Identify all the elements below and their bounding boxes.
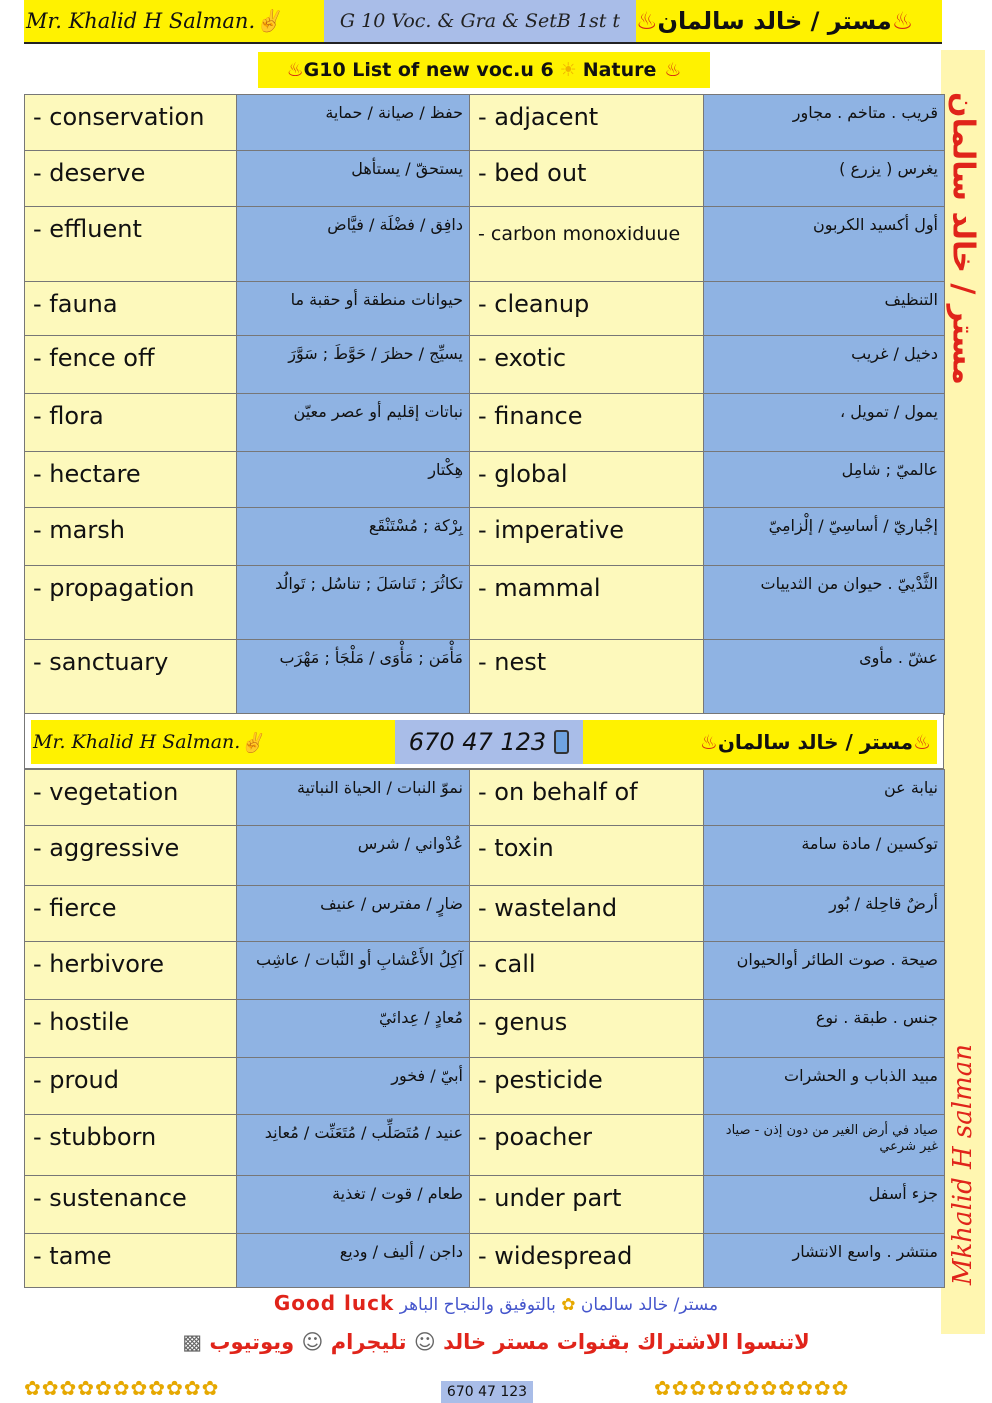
footer-phone: 670 47 123 bbox=[441, 1381, 533, 1403]
vocab-word: - under part bbox=[470, 1176, 704, 1234]
vocab-translation: آكِلُ الأَعْشابِ أو النَّبات / عاشِب bbox=[237, 942, 470, 1000]
vocab-translation: جنس . طبقة . نوع bbox=[704, 1000, 945, 1058]
vocab-word: - marsh bbox=[25, 508, 237, 566]
vocab-row bbox=[25, 886, 945, 942]
vocab-translation: ضارٍ / مفترس / عنيف bbox=[237, 886, 470, 942]
vocab-word: - bed out bbox=[470, 151, 704, 207]
flame-icon: ♨ bbox=[664, 59, 682, 81]
vocab-row bbox=[25, 1234, 945, 1288]
header-course: G 10 Voc. & Gra & SetB 1st t bbox=[324, 0, 636, 42]
vocab-row bbox=[25, 452, 945, 508]
vocab-word: - effluent bbox=[25, 207, 237, 282]
vocab-word: - stubborn bbox=[25, 1115, 237, 1176]
vocab-translation: يستحقّ / يستأهل bbox=[237, 151, 470, 207]
vocab-row bbox=[25, 1176, 945, 1234]
vocab-translation: توكسين / مادة سامة bbox=[704, 826, 945, 886]
hand-icon: ✌ bbox=[240, 731, 264, 754]
vocab-word: - flora bbox=[25, 394, 237, 452]
vocab-row bbox=[25, 1000, 945, 1058]
vocab-translation: مُعادٍ / عِدائيّ bbox=[237, 1000, 470, 1058]
vocab-word: - deserve bbox=[25, 151, 237, 207]
subscribe-text: لاتنسوا الاشتراك بقنوات مستر خالد bbox=[443, 1330, 810, 1354]
vocab-translation: أول أكسيد الكربون bbox=[704, 207, 945, 282]
vocab-row bbox=[25, 282, 945, 336]
vocab-translation: طعام / قوت / تغذية bbox=[237, 1176, 470, 1234]
vocab-translation: عنيد / مُتَصَلِّب / مُتَعَنِّت / مُعانِد bbox=[237, 1115, 470, 1176]
side-author-en: Mkhalid H salman bbox=[948, 1044, 978, 1286]
vocab-translation: صياد في أرض الغير من دون إذن - صياد غير شرعي bbox=[704, 1115, 945, 1176]
flame-icon: ♨ bbox=[913, 730, 931, 754]
vocab-translation: عُدْواني / شرس bbox=[237, 826, 470, 886]
person-icon: ☺ bbox=[413, 1330, 436, 1354]
vocab-translation: بِرْكة ; مُسْتَنْقَع bbox=[237, 508, 470, 566]
vocab-word: - hectare bbox=[25, 452, 237, 508]
vocab-word: - adjacent bbox=[470, 95, 704, 151]
vocab-row bbox=[25, 566, 945, 640]
hand-icon: ✌ bbox=[255, 8, 282, 33]
author-name-en: Mr. Khalid H Salman. bbox=[26, 9, 256, 33]
vocab-translation: أبيّ / فخور bbox=[237, 1058, 470, 1115]
vocab-row bbox=[25, 95, 945, 151]
vocab-translation: هِكْتار bbox=[237, 452, 470, 508]
vocab-word: - aggressive bbox=[25, 826, 237, 886]
vocab-word: - wasteland bbox=[470, 886, 704, 942]
vocab-word: - hostile bbox=[25, 1000, 237, 1058]
footer-wish: بالتوفيق والنجاح الباهر bbox=[399, 1295, 556, 1315]
vocab-translation: داجن / أليف / وديع bbox=[237, 1234, 470, 1288]
flame-icon: ♨ bbox=[636, 7, 658, 35]
contact-banner bbox=[24, 713, 944, 769]
vocab-translation: عالميّ ; شامِل bbox=[704, 452, 945, 508]
banner-author-en: Mr. Khalid H Salman. ✌ bbox=[31, 720, 395, 764]
vocab-word: - fauna bbox=[25, 282, 237, 336]
vocab-translation: تكاثُرَ ; تَناسَلَ ; تناسُل ; تَوالُد bbox=[237, 566, 470, 640]
youtube-text: ويوتيوب bbox=[209, 1330, 295, 1354]
vocab-row bbox=[25, 508, 945, 566]
title-topic: Nature bbox=[582, 59, 657, 81]
vocab-translation: صيحة . صوت الطائر أوالحيوان bbox=[704, 942, 945, 1000]
vocab-translation: جزء أسفل bbox=[704, 1176, 945, 1234]
vocab-row bbox=[25, 394, 945, 452]
vocab-translation: يسيِّج / حظرَ / حَوَّطَ ; سَوَّرَ bbox=[237, 336, 470, 394]
vocab-word: - poacher bbox=[470, 1115, 704, 1176]
vocab-translation: دخيل / غريب bbox=[704, 336, 945, 394]
vocab-word: - imperative bbox=[470, 508, 704, 566]
telegram-text: تليجرام bbox=[330, 1330, 407, 1354]
vocab-word: - on behalf of bbox=[470, 770, 704, 826]
vocab-translation: قريب . متاخم . مجاور bbox=[704, 95, 945, 151]
vocab-translation: حفظ / صيانة / حماية bbox=[237, 95, 470, 151]
vocab-translation: التنظيف bbox=[704, 282, 945, 336]
vocab-word: - exotic bbox=[470, 336, 704, 394]
vocab-translation: يمول / تمويل ، bbox=[704, 394, 945, 452]
header-author-en bbox=[24, 0, 324, 42]
vocab-translation: يغرس ( يزرع ) bbox=[704, 151, 945, 207]
vocab-row bbox=[25, 770, 945, 826]
vocab-translation: نيابة عن bbox=[704, 770, 945, 826]
vocab-translation: مَأْمَن ; مَأْوَى / مَلْجَأ ; مَهْرَب bbox=[237, 640, 470, 715]
side-strip bbox=[941, 50, 985, 1334]
vocab-row bbox=[25, 826, 945, 886]
person-icon: ☺ bbox=[301, 1330, 324, 1354]
vocab-word: - sustenance bbox=[25, 1176, 237, 1234]
footer-subscribe bbox=[0, 1330, 992, 1354]
vocab-table-2 bbox=[24, 769, 945, 1288]
flame-icon: ♨ bbox=[699, 730, 718, 754]
vocab-word: - proud bbox=[25, 1058, 237, 1115]
phone-icon bbox=[554, 730, 569, 754]
vocab-translation: نموّ النبات / الحياة النباتية bbox=[237, 770, 470, 826]
vocab-row bbox=[25, 942, 945, 1000]
vocab-translation: إجْباريّ / أساسِيّ / إلْزامِيّ bbox=[704, 508, 945, 566]
page-header bbox=[24, 0, 942, 44]
vocab-word: - vegetation bbox=[25, 770, 237, 826]
vocab-row bbox=[25, 207, 945, 282]
vocab-word: - carbon monoxiduue bbox=[470, 207, 704, 282]
page-title bbox=[258, 52, 710, 88]
sunflower-row-right: ✿✿✿✿✿✿✿✿✿✿✿ bbox=[654, 1376, 850, 1400]
vocab-translation: مبيد الذباب و الحشرات bbox=[704, 1058, 945, 1115]
footer-wishes bbox=[0, 1291, 992, 1315]
vocab-row bbox=[25, 1115, 945, 1176]
vocab-row bbox=[25, 1058, 945, 1115]
vocab-row bbox=[25, 336, 945, 394]
author-name-ar: مستر / خالد سالمان bbox=[657, 7, 892, 35]
vocab-translation: أرضٌ قاحِلة / بُور bbox=[704, 886, 945, 942]
vocab-word: - call bbox=[470, 942, 704, 1000]
vocab-translation: منتشر . واسع الانتشار bbox=[704, 1234, 945, 1288]
vocab-word: - sanctuary bbox=[25, 640, 237, 715]
vocab-word: - conservation bbox=[25, 95, 237, 151]
vocab-translation: نباتات إقليم أو عصر معيّن bbox=[237, 394, 470, 452]
flame-icon: ♨ bbox=[286, 59, 304, 81]
sun-icon: ☀ bbox=[559, 59, 577, 81]
sunflower-row-left: ✿✿✿✿✿✿✿✿✿✿✿ bbox=[24, 1376, 220, 1400]
vocab-word: - herbivore bbox=[25, 942, 237, 1000]
banner-phone: 670 47 123 bbox=[395, 720, 583, 764]
vocab-translation: حيوانات منطقة أو حقبة ما bbox=[237, 282, 470, 336]
flame-icon: ♨ bbox=[891, 7, 914, 35]
vocab-word: - global bbox=[470, 452, 704, 508]
vocab-word: - tame bbox=[25, 1234, 237, 1288]
vocab-word: - fence off bbox=[25, 336, 237, 394]
title-text: G10 List of new voc.u 6 bbox=[303, 59, 554, 81]
laptop-icon: ▩ bbox=[182, 1330, 203, 1354]
vocab-translation: عشّ . مأوى bbox=[704, 640, 945, 715]
vocab-word: - fierce bbox=[25, 886, 237, 942]
sunflower-icon: ✿ bbox=[561, 1295, 576, 1315]
header-author-ar bbox=[636, 0, 942, 42]
vocab-word: - genus bbox=[470, 1000, 704, 1058]
vocab-word: - toxin bbox=[470, 826, 704, 886]
side-author-ar: مستر / خالد سالمان bbox=[945, 91, 981, 385]
vocab-translation: الثَّدْييّ . حيوان من الثدييات bbox=[704, 566, 945, 640]
vocab-word: - propagation bbox=[25, 566, 237, 640]
vocab-word: - cleanup bbox=[470, 282, 704, 336]
banner-author-ar: ♨ مستر / خالد سالمان ♨ bbox=[583, 720, 937, 764]
vocab-word: - widespread bbox=[470, 1234, 704, 1288]
vocab-word: - pesticide bbox=[470, 1058, 704, 1115]
good-luck-text: Good luck bbox=[273, 1291, 395, 1315]
vocab-table-1 bbox=[24, 94, 945, 715]
vocab-word: - nest bbox=[470, 640, 704, 715]
vocab-word: - finance bbox=[470, 394, 704, 452]
vocab-translation: دافِق / فضْلَة / فيَّاض bbox=[237, 207, 470, 282]
footer-credit: مستر/ خالد سالمان bbox=[580, 1295, 719, 1315]
vocab-row bbox=[25, 151, 945, 207]
vocab-word: - mammal bbox=[470, 566, 704, 640]
vocab-row bbox=[25, 640, 945, 715]
